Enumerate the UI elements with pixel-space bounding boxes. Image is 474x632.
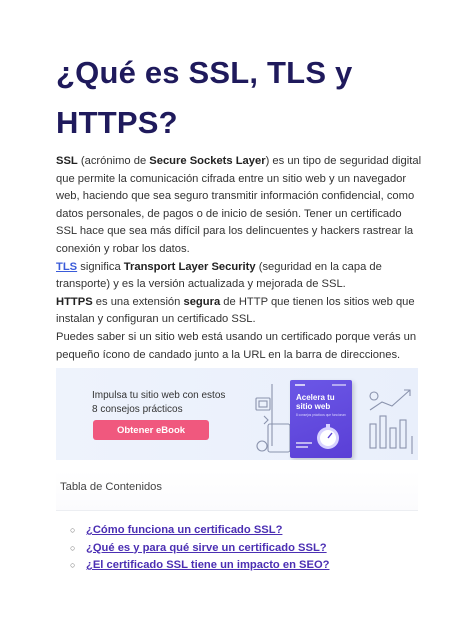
bullet-icon: ○	[70, 560, 76, 570]
list-item	[70, 540, 329, 558]
paragraph-tls: TLS significa Transport Layer Security (seguridad en la capa de transporte) y es la versión actualizada y mejorada de SSL.	[56, 260, 382, 291]
paragraph-padlock: Puedes saber si un sitio web está usando un certificado porque verás un pequeño ícono de candado junto a la URL en la barra de direcciones.	[56, 330, 417, 361]
term-segura: segura	[183, 295, 221, 308]
ebook-cover	[290, 380, 352, 458]
bullet-icon: ○	[70, 525, 76, 535]
toc-link[interactable]: ¿Qué es y para qué sirve un certificado SSL?	[86, 541, 327, 554]
list-item	[70, 557, 329, 575]
term-ssl-full: Secure Sockets Layer	[149, 155, 266, 167]
paragraph-ssl: SSL (acrónimo de Secure Sockets Layer) es un tipo de seguridad digital que permite la comunicación cifrada entre un sitio web y un navegador web, haciendo que sea seguro transmitir información confidencial, como datos personales, de pagos o de inicio de sesión. Tener un certificado SSL hace que sea más difícil para los delincuentes y hackers rastrear la conexión y robar los datos.	[56, 155, 422, 255]
toc-link[interactable]: ¿El certificado SSL tiene un impacto en SEO?	[86, 559, 330, 571]
ebook-banner[interactable]	[56, 368, 418, 460]
paragraph-https: HTTPS es una extensión segura de HTTP que tienen los sitios web que instalan y configuran un certificado SSL.	[56, 295, 415, 326]
get-ebook-button[interactable]: Obtener eBook	[93, 420, 209, 440]
list-item	[70, 522, 329, 540]
term-https: HTTPS	[56, 295, 93, 308]
toc-link[interactable]: ¿Cómo funciona un certificado SSL?	[86, 524, 283, 536]
bullet-icon: ○	[70, 542, 76, 553]
ebook-title: Acelera tu sitio web	[296, 393, 335, 411]
ebook-subtitle: 8 consejos prácticos que funcionan	[296, 413, 346, 417]
article-body	[56, 153, 424, 364]
toc-list	[70, 522, 329, 575]
table-of-contents-header	[56, 470, 418, 511]
toc-heading: Tabla de Contenidos	[60, 481, 163, 493]
tls-link[interactable]: TLS	[56, 260, 78, 273]
term-tls-full: Transport Layer Security	[123, 260, 256, 273]
stopwatch-icon	[290, 380, 352, 458]
page-title: ¿Qué es SSL, TLS y HTTPS?	[56, 55, 353, 140]
term-ssl: SSL	[56, 155, 78, 167]
banner-text: Impulsa tu sitio web con estos 8 consejos prácticos	[92, 390, 226, 415]
